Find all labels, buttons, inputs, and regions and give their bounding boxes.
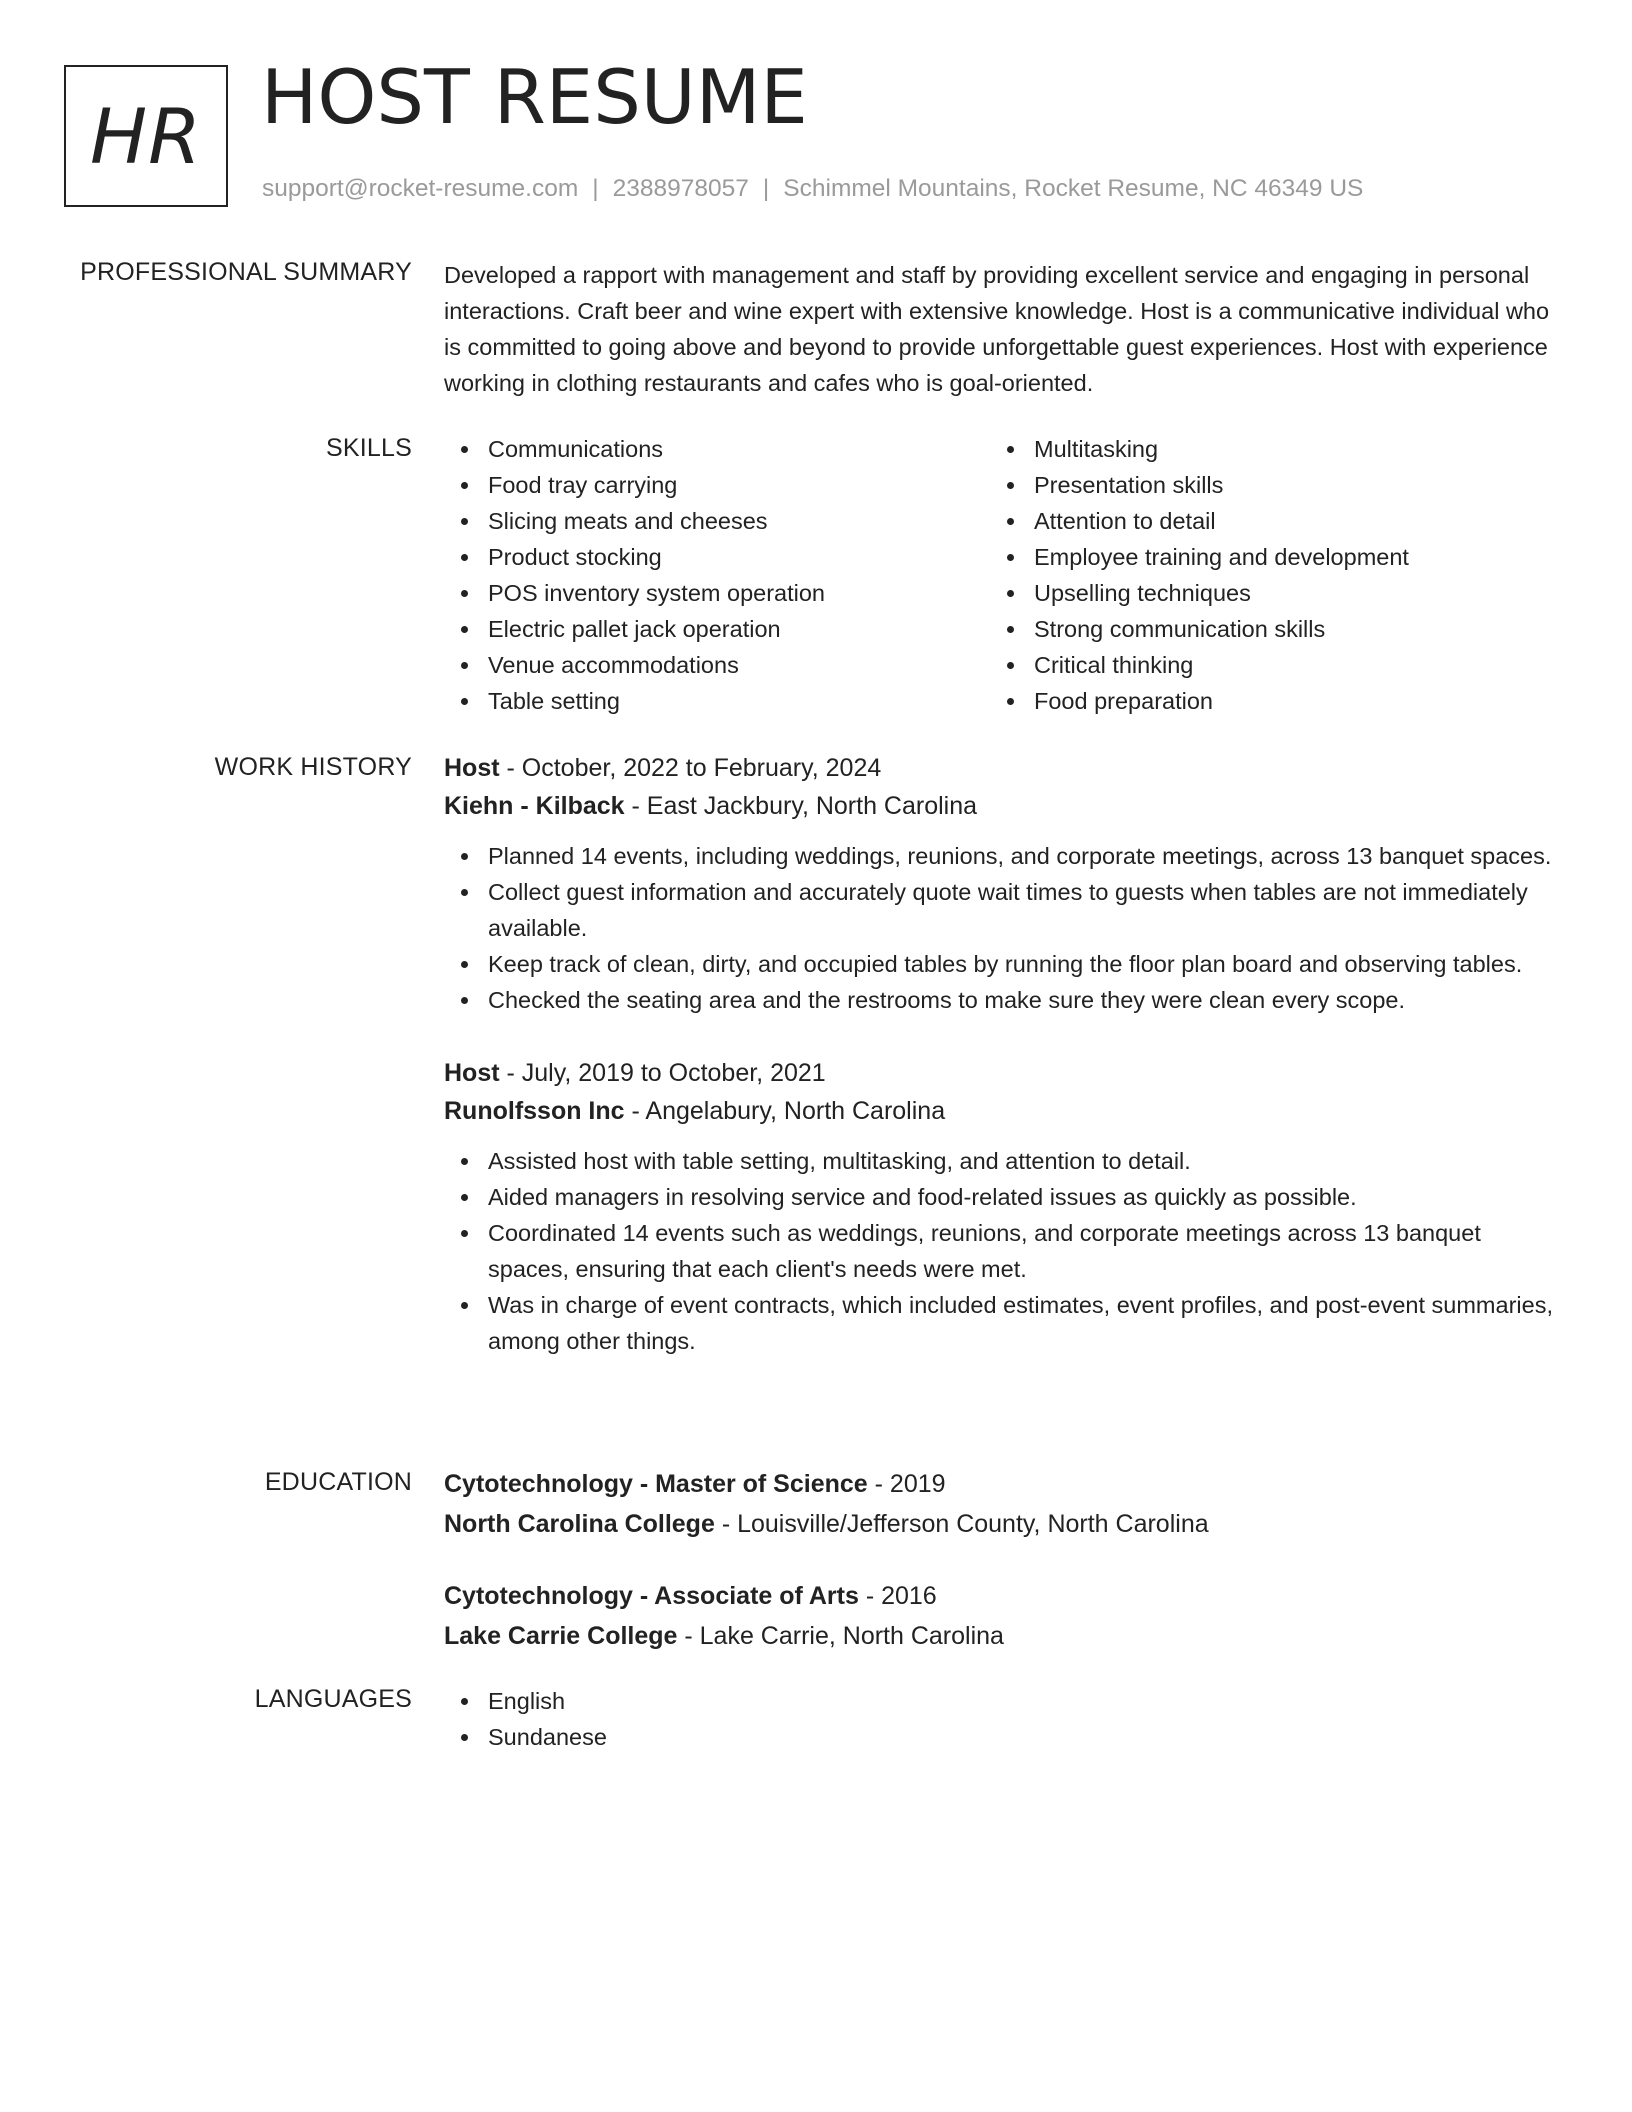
job-duties [444,838,1560,1018]
job-dates: - October, 2022 to February, 2024 [499,754,882,782]
job-location: - Angelabury, North Carolina [624,1097,946,1125]
skill-item: Critical thinking [990,647,1536,683]
contact-separator: | [762,175,770,202]
skill-item: Venue accommodations [444,647,990,683]
job-company: Runolfsson Inc [444,1097,625,1125]
skill-item: Communications [444,431,990,467]
skill-item: Attention to detail [990,503,1536,539]
job-duty: Collect guest information and accurately quote wait times to guests when tables are not immediately available. [444,874,1560,946]
job-title-line [444,749,1560,787]
school-name: Lake Carrie College [444,1622,678,1650]
language-item: Sundanese [444,1719,1560,1755]
education-entry [444,1576,1560,1656]
job-duty: Aided managers in resolving service and food-related issues as quickly as possible. [444,1179,1560,1215]
skill-item: Presentation skills [990,467,1536,503]
degree-name: Cytotechnology - Master of Science [444,1470,868,1498]
school-location: - Lake Carrie, North Carolina [677,1622,1004,1650]
skills-column-left [444,431,990,719]
skill-item: Product stocking [444,539,990,575]
skill-item: Slicing meats and cheeses [444,503,990,539]
job-title: Host [444,1059,500,1087]
degree-year: - 2019 [867,1470,946,1498]
section-label-summary: PROFESSIONAL SUMMARY [80,258,412,286]
job-entry [444,1054,1560,1359]
skills-list [444,431,1560,719]
school-line [444,1504,1560,1544]
education-entry [444,1464,1560,1544]
resume-title: HOST RESUME [261,53,808,141]
contact-separator: | [592,175,599,202]
school-line [444,1616,1560,1656]
job-company-line [444,1092,1560,1130]
job-duties [444,1143,1560,1359]
degree-year: - 2016 [858,1582,937,1610]
contact-line [262,175,1363,203]
degree-line [444,1576,1560,1616]
job-duty: Coordinated 14 events such as weddings, reunions, and corporate meetings across 13 banquet spaces, ensuring that each client's needs were met. [444,1215,1560,1287]
skill-item: Upselling techniques [990,575,1536,611]
job-duty: Checked the seating area and the restrooms to make sure they were clean every scope. [444,982,1560,1018]
skill-item: Employee training and development [990,539,1536,575]
skill-item: Electric pallet jack operation [444,611,990,647]
skill-item: Food tray carrying [444,467,990,503]
skill-item: Table setting [444,683,990,719]
job-location: - East Jackbury, North Carolina [624,792,978,820]
job-company-line [444,787,1560,825]
school-name: North Carolina College [444,1510,715,1538]
job-duty: Was in charge of event contracts, which included estimates, event profiles, and post-event summaries, among other things. [444,1287,1560,1359]
job-duty: Keep track of clean, dirty, and occupied tables by running the floor plan board and observing tables. [444,946,1560,982]
contact-address: Schimmel Mountains, Rocket Resume, NC 46349 US [783,175,1364,202]
skill-item: POS inventory system operation [444,575,990,611]
skill-item: Food preparation [990,683,1536,719]
language-item: English [444,1683,1560,1719]
work-history-list [444,749,1560,1393]
degree-line [444,1464,1560,1504]
education-list [444,1464,1560,1656]
section-label-languages: LANGUAGES [254,1685,412,1713]
contact-email[interactable]: support@rocket-resume.com [262,175,579,202]
section-label-work-history: WORK HISTORY [214,753,412,781]
skill-item: Strong communication skills [990,611,1536,647]
skills-column-right [990,431,1536,719]
job-company: Kiehn - Kilback [444,792,625,820]
skill-item: Multitasking [990,431,1536,467]
section-label-education: EDUCATION [264,1468,412,1496]
job-entry [444,749,1560,1018]
job-title: Host [444,754,500,782]
monogram-logo: HR [64,65,228,207]
summary-text: Developed a rapport with management and staff by providing excellent service and engaging in personal interactions. Craft beer and wine expert with extensive knowledge. Host is a communicative individual who is committed to going above and beyond to provide unforgettable guest experiences. Host with experience working in clothing restaurants and cafes who is goal-oriented. [444,262,1550,396]
languages-items [444,1683,1560,1755]
degree-name: Cytotechnology - Associate of Arts [444,1582,859,1610]
job-duty: Planned 14 events, including weddings, reunions, and corporate meetings, across 13 banquet spaces. [444,838,1560,874]
section-label-skills: SKILLS [326,434,412,462]
languages-list [444,1683,1560,1755]
school-location: - Louisville/Jefferson County, North Carolina [714,1510,1209,1538]
contact-phone[interactable]: 2388978057 [612,175,749,202]
job-dates: - July, 2019 to October, 2021 [499,1059,826,1087]
job-title-line [444,1054,1560,1092]
job-duty: Assisted host with table setting, multitasking, and attention to detail. [444,1143,1560,1179]
